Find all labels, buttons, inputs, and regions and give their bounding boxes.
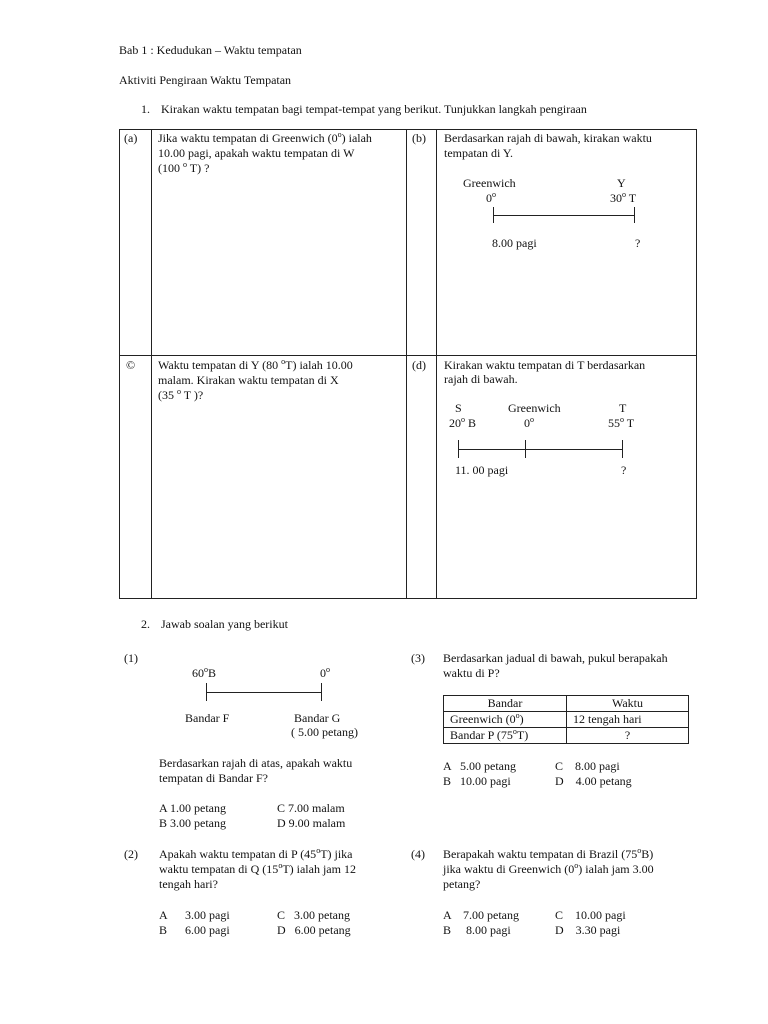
q4-option-d: D 3.30 pagi bbox=[555, 923, 621, 937]
q3-row1-place: Greenwich (0$^o$) bbox=[444, 712, 567, 728]
q2-option-c: C 3.00 petang bbox=[277, 908, 350, 922]
d-scale-line bbox=[458, 449, 622, 450]
q1-scale-line bbox=[206, 692, 321, 693]
q3-option-c: C 8.00 pagi bbox=[555, 759, 620, 773]
q1-left-label: Bandar F bbox=[185, 711, 230, 725]
cell-c-label bbox=[120, 356, 152, 599]
q3-row2-time: ? bbox=[567, 728, 689, 744]
q1-right-tick bbox=[321, 683, 322, 701]
d-middle-tick bbox=[525, 440, 526, 458]
chapter-title: Bab 1 : Kedudukan – Waktu tempatan bbox=[119, 43, 302, 57]
q3-row2-place: Bandar P (75$^o$T) bbox=[444, 728, 567, 744]
section1-instruction: Kirakan waktu tempatan bagi tempat-tempat yang berikut. Tunjukkan langkah pengiraan bbox=[161, 102, 587, 116]
activity-title: Aktiviti Pengiraan Waktu Tempatan bbox=[119, 73, 292, 87]
q4-line1: Berapakah waktu tempatan di Brazil (75$^o$B) bbox=[443, 846, 654, 861]
c-line3: (35 $^o$ T )? bbox=[158, 387, 204, 402]
section2-instruction: Jawab soalan yang berikut bbox=[161, 617, 288, 631]
q2-option-b: B 6.00 pagi bbox=[159, 923, 230, 937]
d-s-label: S bbox=[455, 401, 462, 415]
label-b: (b) bbox=[412, 131, 426, 145]
a-line2: 10.00 pagi, apakah waktu tempatan di W bbox=[158, 146, 355, 160]
label-c: © bbox=[126, 358, 136, 372]
q2-option-a: A 3.00 pagi bbox=[159, 908, 230, 922]
q3-option-d: D 4.00 petang bbox=[555, 774, 632, 788]
q3-number: (3) bbox=[411, 651, 425, 665]
q1-option-b: B 3.00 petang bbox=[159, 816, 226, 830]
section2-number: 2. bbox=[141, 617, 150, 631]
cell-d-label bbox=[407, 356, 437, 599]
b-left-degree: 0$^o$ bbox=[486, 190, 496, 205]
d-line2: rajah di bawah. bbox=[444, 372, 518, 386]
b-line1: Berdasarkan rajah di bawah, kirakan waktu bbox=[444, 131, 652, 145]
q1-question-line1: Berdasarkan rajah di atas, apakah waktu bbox=[159, 756, 353, 770]
q1-right-degree: 0$^o$ bbox=[320, 665, 330, 680]
d-line1: Kirakan waktu tempatan di T berdasarkan bbox=[444, 358, 646, 372]
b-right-tick bbox=[634, 207, 635, 223]
b-greenwich-label: Greenwich bbox=[463, 176, 516, 190]
q2-line1: Apakah waktu tempatan di P (45$^o$T) jika bbox=[159, 846, 353, 861]
d-g-degree: 0$^o$ bbox=[524, 415, 534, 430]
cell-b-label bbox=[407, 130, 437, 356]
q3-option-a: A 5.00 petang bbox=[443, 759, 516, 773]
q4-option-a: A 7.00 petang bbox=[443, 908, 519, 922]
q1-question-line2: tempatan di Bandar F? bbox=[159, 771, 268, 785]
label-a: (a) bbox=[124, 131, 138, 145]
d-t-label: T bbox=[619, 401, 627, 415]
q1-left-tick bbox=[206, 683, 207, 701]
b-right-degree: 30$^o$ T bbox=[610, 190, 637, 205]
cell-a-label bbox=[120, 130, 152, 356]
q2-number: (2) bbox=[124, 847, 138, 861]
d-right-tick bbox=[622, 440, 623, 458]
q4-line2: jika waktu di Greenwich (0$^o$) ialah jam 3.00 bbox=[443, 861, 654, 876]
q1-right-time: ( 5.00 petang) bbox=[291, 725, 358, 739]
a-line3: (100 $^o$ T) ? bbox=[158, 160, 210, 175]
c-line1: Waktu tempatan di Y (80 $^o$T) ialah 10.00 bbox=[158, 357, 353, 372]
q1-number: (1) bbox=[124, 651, 138, 665]
b-line2: tempatan di Y. bbox=[444, 146, 513, 160]
q3-row1-time: 12 tengah hari bbox=[567, 712, 689, 728]
q3-table bbox=[443, 695, 689, 744]
q4-line3: petang? bbox=[443, 877, 481, 891]
b-right-time: ? bbox=[635, 236, 641, 250]
a-line1: Jika waktu tempatan di Greenwich (0$^o$) ialah bbox=[158, 130, 372, 145]
cell-b-body bbox=[437, 130, 697, 356]
q1-option-a: A 1.00 petang bbox=[159, 801, 226, 815]
d-left-tick bbox=[458, 440, 459, 458]
q2-line2: waktu tempatan di Q (15$^o$T) ialah jam 12 bbox=[159, 861, 356, 876]
d-greenwich-label: Greenwich bbox=[508, 401, 561, 415]
c-line2: malam. Kirakan waktu tempatan di X bbox=[158, 373, 339, 387]
q2-option-d: D 6.00 petang bbox=[277, 923, 351, 937]
b-scale-line bbox=[493, 215, 634, 216]
q2-line3: tengah hari? bbox=[159, 877, 218, 891]
q4-number: (4) bbox=[411, 847, 425, 861]
label-d: (d) bbox=[412, 358, 426, 372]
q1-right-label: Bandar G bbox=[294, 711, 341, 725]
q4-option-b: B 8.00 pagi bbox=[443, 923, 511, 937]
d-left-time: 11. 00 pagi bbox=[455, 463, 509, 477]
q1-option-c: C 7.00 malam bbox=[277, 801, 345, 815]
d-t-degree: 55$^o$ T bbox=[608, 415, 635, 430]
b-y-label: Y bbox=[617, 176, 626, 190]
b-left-time: 8.00 pagi bbox=[492, 236, 537, 250]
q3-option-b: B 10.00 pagi bbox=[443, 774, 511, 788]
q1-option-d: D 9.00 malam bbox=[277, 816, 346, 830]
q3-line2: waktu di P? bbox=[443, 666, 500, 680]
section1-number: 1. bbox=[141, 102, 150, 116]
b-left-tick bbox=[493, 207, 494, 223]
d-right-time: ? bbox=[621, 463, 627, 477]
q4-option-c: C 10.00 pagi bbox=[555, 908, 626, 922]
q1-left-degree: 60$^o$B bbox=[192, 665, 217, 680]
d-s-degree: 20$^o$ B bbox=[449, 415, 477, 430]
q3-header-bandar: Bandar bbox=[444, 696, 567, 712]
q3-line1: Berdasarkan jadual di bawah, pukul berapakah bbox=[443, 651, 668, 665]
q3-header-waktu: Waktu bbox=[567, 696, 689, 712]
